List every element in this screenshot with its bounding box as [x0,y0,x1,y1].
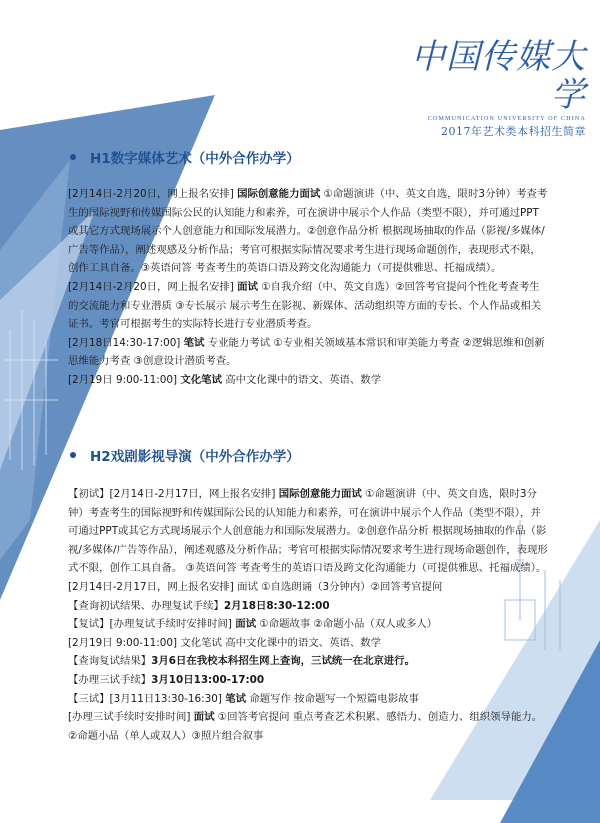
h2-paragraph: 【初试】[2月14日-2月17日，网上报名安排] 国际创意能力面试 ①命题演讲（中、英文自选，限时3分钟）考查考生的国际视野和传媒国际公民的认知能力和素养，可在演讲中展示个人作品（类型不限），并可通过PPT或其它方式现场展示个人创意能力和国际发展潜力。②创意作品分析 根据现场抽取的作品（影视/多媒体/广告等作品），阐述观感及分析作品；考官可根据实际情况要求考生进行现场命题创作，表现形式不限，创作工具自备。 ③英语问答 考查考生的英语口语及跨文化沟通能力（可提供雅思、托福成绩）。 [68,488,548,575]
section-h2-body [68,485,548,745]
brochure-subtitle: 2017年艺术类本科招生简章 [441,125,586,138]
h1-paragraph: [2月14日-2月20日，网上报名安排] 国际创意能力面试 ①命题演讲（中、英文自选，限时3分钟）考查考生的国际视野和传媒国际公民的认知能力和素养，可在演讲中展示个人作品（类型不限），并可通过PPT或其它方式现场展示个人创意能力和国际发展潜力。②创意作品分析 根据现场抽取的作品（影视/多媒体/广告等作品），阐述观感及分析作品；考官可根据实际情况要求考生进行现场命题创作，表现形式不限，创作工具自备。③英语问答 考查考生的英语口语及跨文化沟通能力（可提供雅思、托福成绩）。 [68,188,548,275]
h1-paragraph: [2月18日14:30-17:00] 笔试 专业能力考试 ①专业相关领域基本常识和审美能力考查 ②逻辑思维和创新思维能力考查 ③创意设计潜质考查。 [68,336,545,368]
h2-paragraph: [2月19日 9:00-11:00] 文化笔试 高中文化课中的语文、英语、数学 [68,636,382,649]
logo-chinese: 中国传媒大学 [411,37,586,115]
h2-paragraph: 【三试】[3月11日13:30-16:30] 笔试 命题写作 按命题写一个短篇电影故事 [68,692,419,705]
h2-paragraph: [办理三试手续时安排时间] 面试 ①回答考官提问 重点考查艺术积累、感悟力、创造力、组织领导能力。 ②命题小品（单人或双人）③照片组合叙事 [68,711,543,742]
h2-paragraph: 【复试】[办理复试手续时安排时间] 面试 ①命题故事 ②命题小品（双人或多人） [68,618,438,631]
h2-paragraph: [2月14日-2月17日，网上报名安排] 面试 ①自选朗诵（3分钟内）②回答考官提问 [68,580,443,593]
section-h1-body [68,185,548,390]
section-h1-title: H1数字媒体艺术（中外合作办学） [70,147,300,167]
h2-paragraph: 【查询初试结果、办理复试手续】2月18日8:30-12:00 [68,599,330,612]
logo-english: COMMUNICATION UNIVERSITY OF CHINA [427,116,586,122]
h2-paragraph: 【办理三试手续】3月10日13:00-17:00 [68,673,265,686]
bullet-icon [70,452,76,458]
h1-paragraph: [2月19日 9:00-11:00] 文化笔试 高中文化课中的语文、英语、数学 [68,373,382,386]
h1-paragraph: [2月14日-2月20日，网上报名安排] 面试 ①自我介绍（中、英文自选）②回答考官提问个性化考查考生的交流能力和专业潜质 ③专长展示 展示考生在影视、新媒体、活动组织等方面的专长、个人作品或相关证书。考官可根据考生的实际特长进行专业潜质考查。 [68,280,542,331]
university-logo [386,38,586,139]
section-h2-title: H2戏剧影视导演（中外合作办学） [70,445,300,465]
h2-paragraph: 【查询复试结果】3月6日在我校本科招生网上查询，三试统一在北京进行。 [68,655,415,668]
bullet-icon [70,154,76,160]
